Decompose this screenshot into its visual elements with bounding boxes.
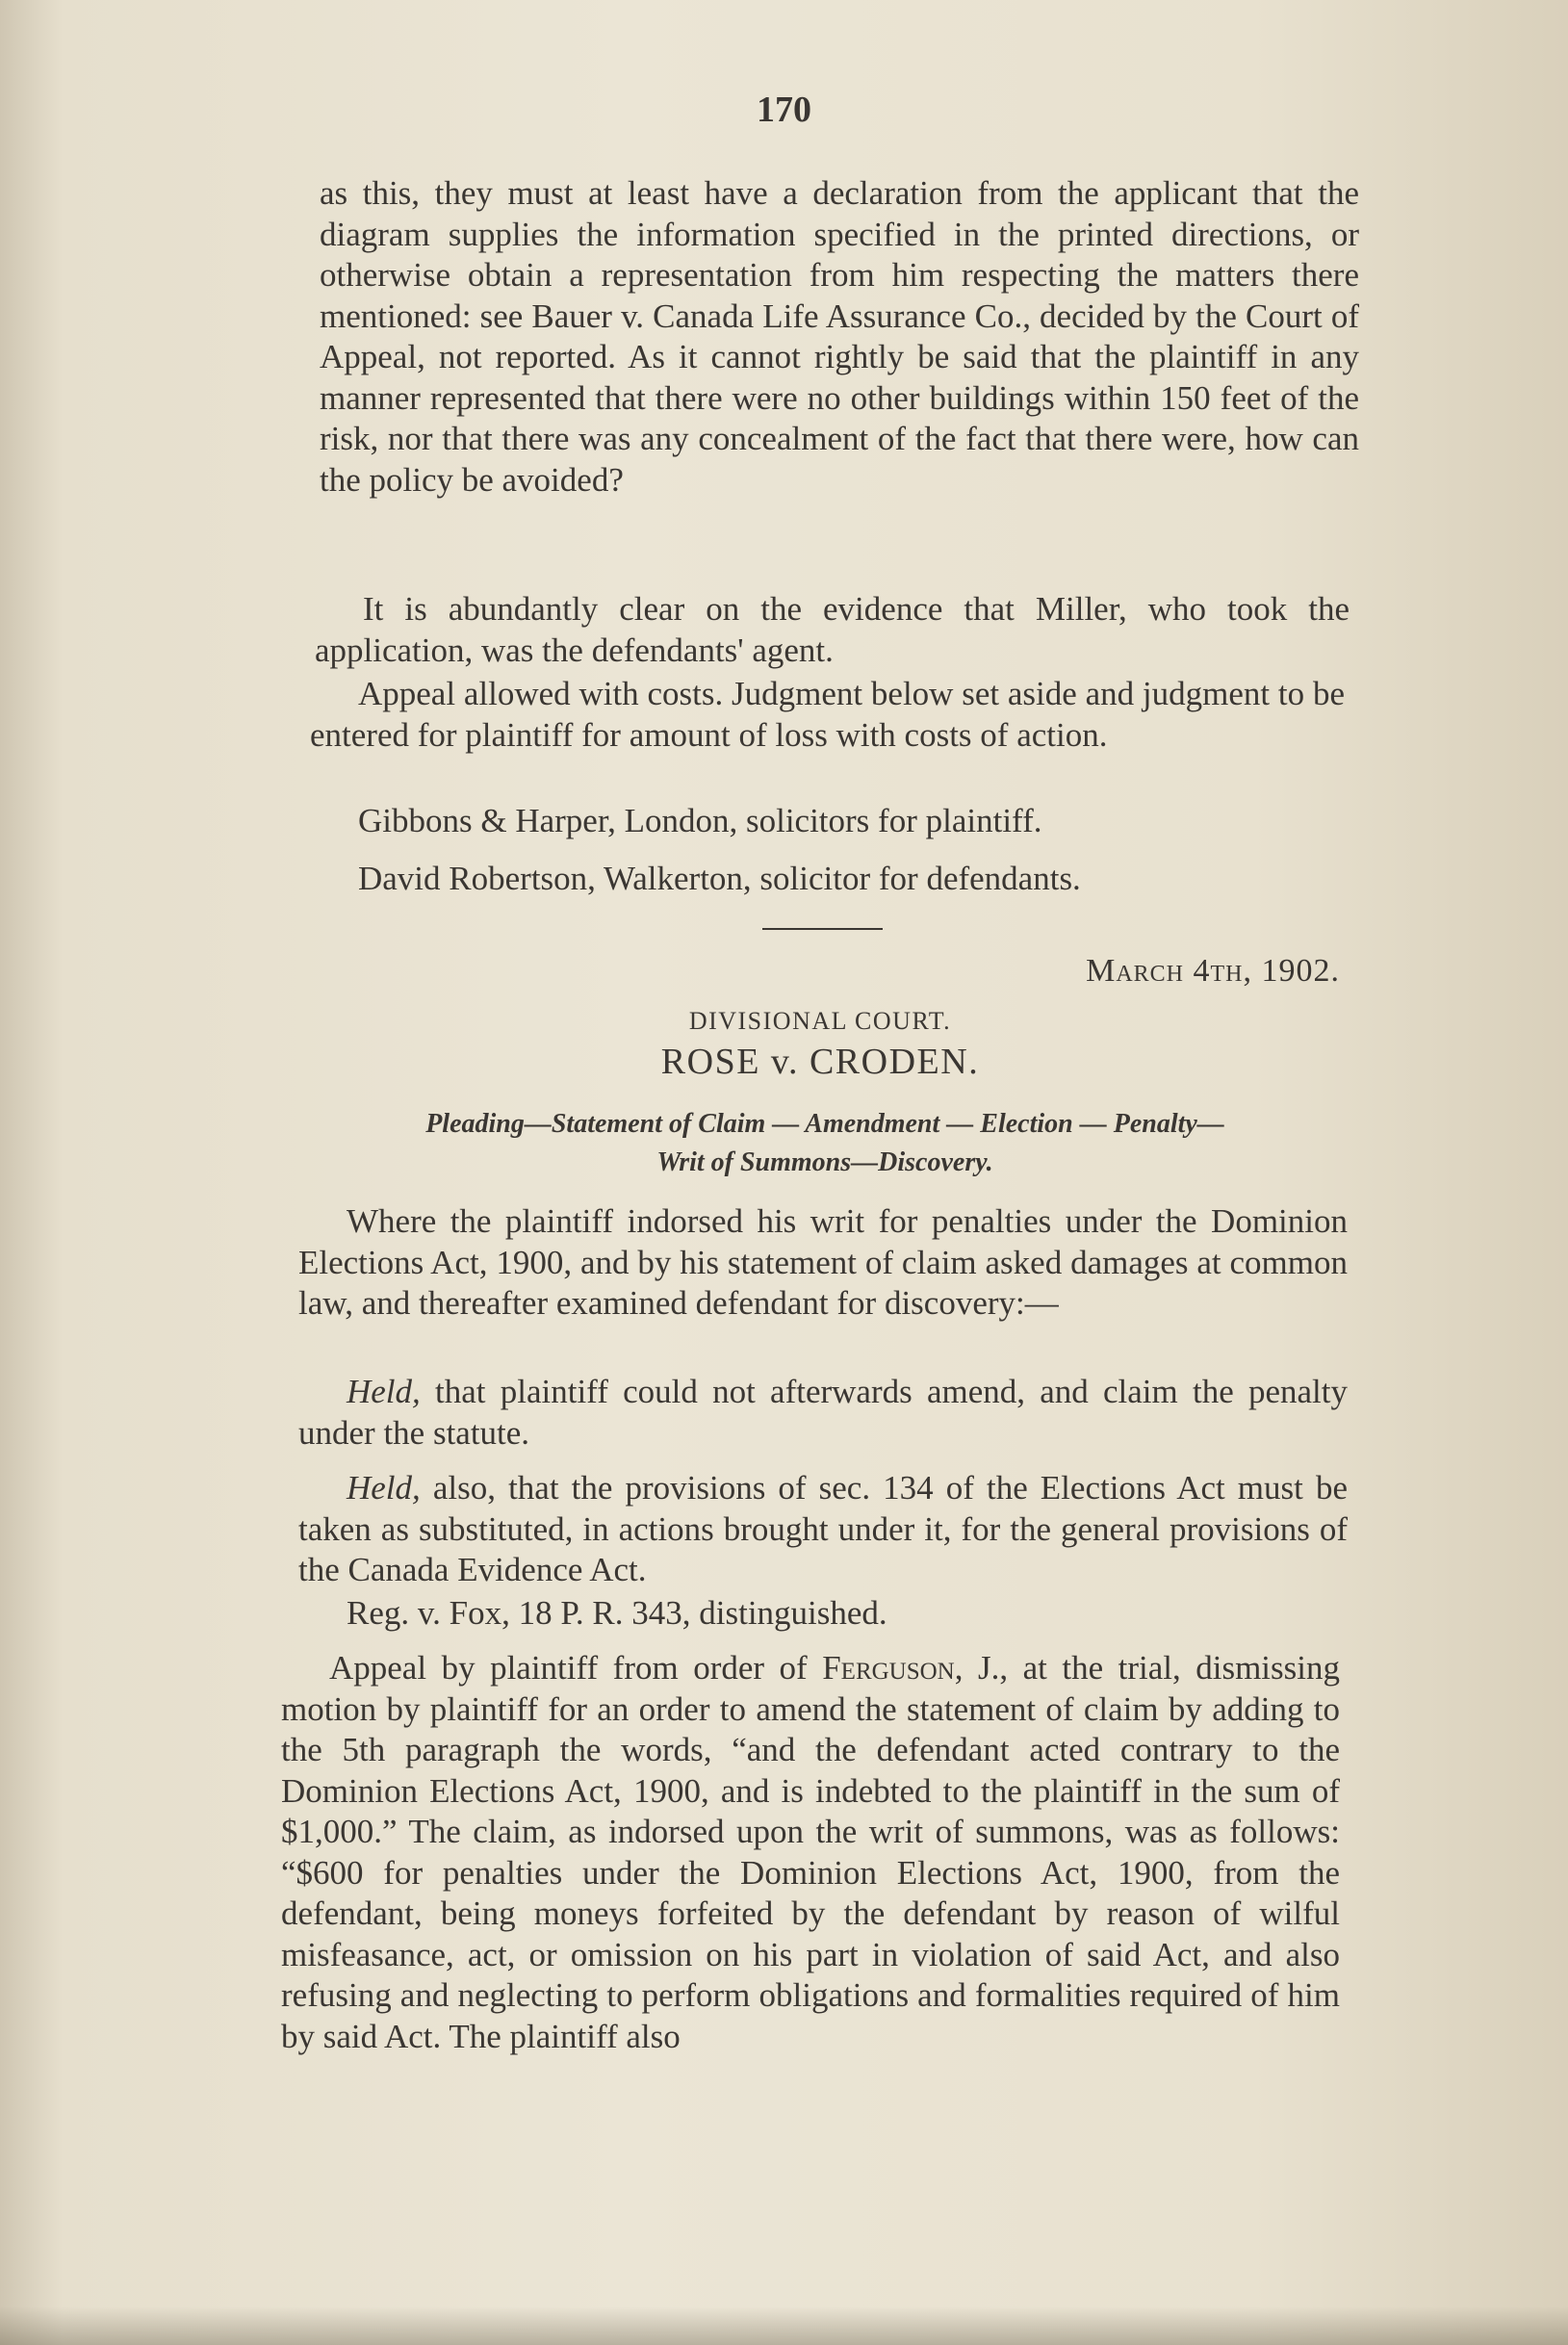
section-divider (762, 928, 883, 930)
headnote: Where the plaintiff indorsed his writ for penalties under the Dominion Elections Act, 1900, and by his statement of claim asked damages at common law, and thereafter examined defendant for discovery:— (298, 1202, 1348, 1322)
page-number: 170 (757, 90, 811, 130)
held-text: also, that the provisions of sec. 134 of the Elections Act must be taken as substituted, in actions brought under it, for the general provisions of the Canada Evidence Act. (298, 1469, 1348, 1588)
paragraph-continuation: as this, they must at least have a declaration from the applicant that the diagram supplies the information specified in the printed directions, or otherwise obtain a representation from him respecting the matters there mentioned: see Bauer v. Canada Life Assurance Co., decided by the Court of Appeal, not reported. As it cannot rightly be said that the plaintiff in any manner represented that there were no other buildings within 150 feet of the risk, nor that there was any concealment of the fact that there were, how can the policy be avoided? (320, 174, 1359, 499)
appeal-paragraph (281, 1648, 1340, 2057)
counsel-plaintiff: Gibbons & Harper, London, solicitors for plaintiff. (358, 802, 1042, 839)
decision-date: March 4th, 1902. (1086, 953, 1340, 989)
paragraph-evidence: It is abundantly clear on the evidence that Miller, who took the application, was the defendants' agent. (315, 590, 1350, 669)
catchwords-line-2: Writ of Summons—Discovery. (656, 1147, 993, 1177)
paragraph-judgment: Appeal allowed with costs. Judgment below set aside and judgment to be entered for plaintiff for amount of loss with costs of action. (310, 675, 1345, 754)
judge-name: Ferguson (822, 1649, 955, 1687)
held-text: that plaintiff could not afterwards amend, and claim the penalty under the statute. (298, 1373, 1348, 1452)
held-label: Held, (347, 1373, 421, 1410)
held-label: Held, (347, 1469, 421, 1507)
held-second (298, 1468, 1348, 1591)
court-name: DIVISIONAL COURT. (688, 1007, 952, 1035)
case-distinguished: Reg. v. Fox, 18 P. R. 343, distinguished. (347, 1594, 887, 1632)
case-title: ROSE v. CRODEN. (660, 1042, 980, 1082)
appeal-rest: , J., at the trial, dismissing motion by plaintiff for an order to amend the statement of claim by adding to the 5th paragraph the words, “and the defendant acted contrary to the Dominion Elections Act, 1900, and is indebted to the plaintiff in the sum of $1,000.” The claim, as indorsed upon the writ of summons, was as follows: “$600 for penalties under the Dominion Elections Act, 1900, from the defendant, being moneys forfeited by the defendant by reason of wilful misfeasance, act, or omission on his part in violation of said Act, and also refusing and neglecting to perform obligations and formalities required of him by said Act. The plaintiff also (281, 1649, 1340, 2055)
held-first (298, 1372, 1348, 1454)
catchwords (291, 1105, 1359, 1182)
catchwords-line-1: Pleading—Statement of Claim — Amendment — Election — Penalty— (425, 1109, 1224, 1139)
counsel-defendants: David Robertson, Walkerton, solicitor for defendants. (358, 860, 1081, 897)
appeal-start: Appeal by plaintiff from order of (329, 1649, 823, 1687)
